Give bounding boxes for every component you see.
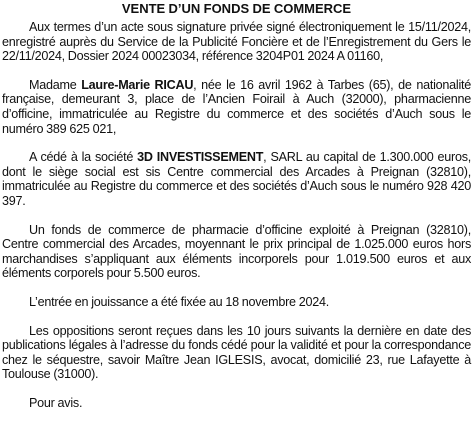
- paragraph-business-price: [2, 223, 471, 281]
- notice-title: VENTE D’UN FONDS DE COMMERCE: [121, 1, 352, 16]
- paragraph-entry-date: [2, 295, 471, 310]
- paragraph-seller: [2, 78, 471, 136]
- buyer-details-text: , SARL au capital de 1.300.000 euros, dont le siège social est sis Centre commercial des Arcades à Preignan (32810), immatriculée au Registre du commerce et des sociétés d’Auch sous le numéro 928 420 397.: [2, 150, 471, 208]
- buyer-intro-text: A cédé à la société: [29, 150, 138, 165]
- paragraph-closing: [2, 396, 471, 411]
- paragraph-buyer: [2, 150, 471, 208]
- deed-reference-text: Aux termes d’un acte sous signature privée signé électroniquement le 15/11/2024, enregistré auprès du Service de la Publicité Foncière et de l’Enregistrement du Gers le 22/11/2024, Dossier 2024 00023034, référence 3204P01 2024 A 01160,: [2, 20, 471, 64]
- paragraph-deed-reference: [2, 20, 471, 64]
- seller-details-text: , née le 16 avril 1962 à Tarbes (65), de nationalité française, demeurant 3, place de l’Ancien Foirail à Auch (32000), pharmacienne d’officine, immatriculée au Registre du commerce et des sociétés d’Auch sous le numéro 389 625 021,: [2, 77, 471, 136]
- entry-date-text: L’entrée en jouissance a été fixée au 18 novembre 2024.: [29, 294, 330, 309]
- oppositions-text: Les oppositions seront reçues dans les 10 jours suivants la dernière en date des publications légales à l’adresse du fonds cédé pour la validité et pour la correspondance chez le séquestre, savoir Maître Jean IGLESIS, avocat, domicilié 23, rue Lafayette à Toulouse (31000).: [2, 323, 471, 382]
- buyer-company-name: 3D INVESTISSEMENT: [137, 150, 264, 165]
- closing-text: Pour avis.: [29, 395, 83, 410]
- legal-notice: [2, 0, 471, 410]
- seller-name: Laure-Marie RICAU: [81, 77, 194, 92]
- seller-intro-text: Madame: [29, 77, 82, 92]
- paragraph-oppositions: [2, 324, 471, 382]
- business-price-text: Un fonds de commerce de pharmacie d’officine exploité à Preignan (32810), Centre commercial des Arcades, moyennant le prix principal de 1.025.000 euros hors marchandises s’appliquant aux éléments incorporels pour 1.019.500 euros et aux éléments corporels pour 5.500 euros.: [2, 222, 471, 281]
